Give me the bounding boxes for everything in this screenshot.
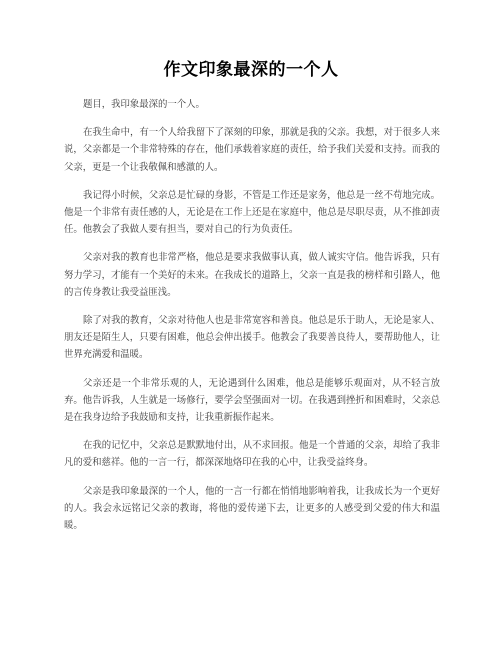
essay-paragraph: 我记得小时候，父亲总是忙碌的身影，不管是工作还是家务，他总是一丝不苟地完成。他是一个非常有责任感的人，无论是在工作上还是在家庭中，他总是尽职尽责，从不推卸责任。他教会了我做人要有担当，要对自己的行为负责任。 [64,189,440,236]
essay-paragraph: 在我的记忆中，父亲总是默默地付出，从不求回报。他是一个普通的父亲，却给了我非凡的爱和慈祥。他的一言一行，都深深地烙印在我的心中，让我受益终身。 [64,440,440,469]
essay-paragraph: 题目，我印象最深的一个人。 [83,99,205,110]
essay-paragraph: 父亲对我的教育也非常严格，他总是要求我做事认真，做人诚实守信。他告诉我，只有努力学习，才能有一个美好的未来。在我成长的道路上，父亲一直是我的榜样和引路人，他的言传身教让我受益匪浅。 [64,252,440,298]
essay-body [64,96,440,545]
essay-paragraph: 在我生命中，有一个人给我留下了深刻的印象，那就是我的父亲。我想，对于很多人来说，父亲都是一个非常特殊的存在，他们承载着家庭的责任，给予我们关爱和支持。而我的父亲，更是一个让我敬佩和感激的人。 [64,127,440,173]
essay-title: 作文印象最深的一个人 [163,60,339,80]
essay-paragraph: 父亲还是一个非常乐观的人，无论遇到什么困难，他总是能够乐观面对，从不轻言放弃。他告诉我，人生就是一场修行，要学会坚强面对一切。在我遇到挫折和困难时，父亲总是在我身边给予我鼓励和支持，让我重新振作起来。 [64,377,440,424]
essay-paragraph: 除了对我的教育，父亲对待他人也是非常宽容和善良。他总是乐于助人，无论是家人、朋友还是陌生人，只要有困难，他总会伸出援手。他教会了我要善良待人，要帮助他人，让世界充满爱和温暖。 [64,315,440,361]
essay-paragraph: 父亲是我印象最深的一个人，他的一言一行都在悄悄地影响着我，让我成长为一个更好的人。我会永远铭记父亲的教诲，将他的爱传递下去，让更多的人感受到父爱的伟大和温暖。 [64,485,440,532]
